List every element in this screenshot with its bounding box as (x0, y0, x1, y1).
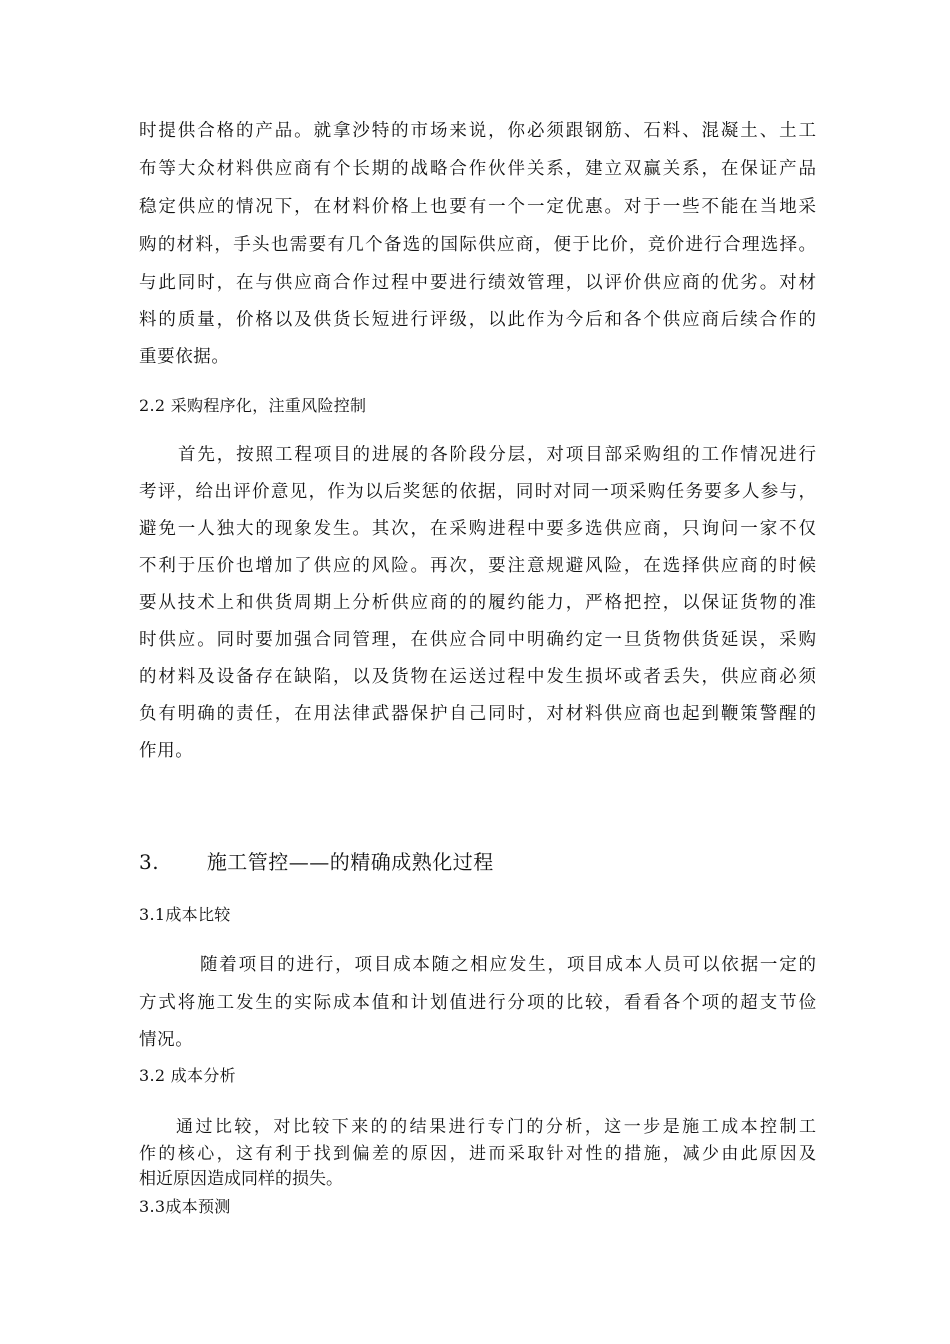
para2-line-5: 要从技术上和供货周期上分析供应商的的履约能力，严格把控，以保证货物的准 (139, 593, 816, 613)
section-3-number: 3. (139, 850, 160, 874)
para1-line-1: 时提供合格的产品。就拿沙特的市场来说，你必须跟钢筋、石料、混凝土、土工 (139, 121, 816, 141)
para3-line-1: 随着项目的进行，项目成本随之相应发生，项目成本人员可以依据一定的 (200, 955, 816, 975)
section-3-3-heading: 3.3成本预测 (139, 1197, 231, 1216)
para4-line-1: 通过比较，对比较下来的的结果进行专门的分析，这一步是施工成本控制工 (176, 1117, 816, 1137)
para1-line-7: 重要依据。 (139, 347, 230, 367)
para1-line-2: 布等大众材料供应商有个长期的战略合作伙伴关系，建立双赢关系，在保证产品 (139, 159, 816, 179)
para2-line-6: 时供应。同时要加强合同管理，在供应合同中明确约定一旦货物供货延误，采购 (139, 630, 816, 650)
para3-line-2: 方式将施工发生的实际成本值和计划值进行分项的比较，看看各个项的超支节俭 (139, 993, 816, 1013)
para1-line-6: 料的质量，价格以及供货长短进行评级，以此作为今后和各个供应商后续合作的 (139, 310, 816, 330)
section-3-title: 施工管控——的精确成熟化过程 (206, 850, 494, 874)
para1-line-3: 稳定供应的情况下，在材料价格上也要有一个一定优惠。对于一些不能在当地采 (139, 197, 816, 217)
para2-line-4: 不利于压价也增加了供应的风险。再次，要注意规避风险，在选择供应商的时候 (139, 556, 816, 576)
para1-line-5: 与此同时，在与供应商合作过程中要进行绩效管理，以评价供应商的优劣。对材 (139, 273, 816, 293)
para4-line-3: 相近原因造成同样的损失。 (139, 1169, 343, 1189)
para3-line-3: 情况。 (139, 1030, 194, 1050)
section-3-2-heading: 3.2 成本分析 (139, 1066, 236, 1085)
para2-line-7: 的材料及设备存在缺陷，以及货物在运送过程中发生损坏或者丢失，供应商必须 (139, 667, 816, 687)
section-2-2-heading: 2.2 采购程序化，注重风险控制 (139, 396, 367, 415)
para2-line-9: 作用。 (139, 741, 194, 761)
section-3-1-heading: 3.1成本比较 (139, 905, 231, 924)
para2-line-8: 负有明确的责任，在用法律武器保护自己同时，对材料供应商也起到鞭策警醒的 (139, 704, 816, 724)
para1-line-4: 购的材料，手头也需要有几个备选的国际供应商，便于比价，竞价进行合理选择。 (139, 235, 816, 255)
para2-line-3: 避免一人独大的现象发生。其次，在采购进程中要多选供应商，只询问一家不仅 (139, 519, 816, 539)
section-3-heading (139, 846, 494, 875)
para4-line-2: 作的核心，这有利于找到偏差的原因，进而采取针对性的措施，减少由此原因及 (139, 1144, 816, 1164)
para2-line-1: 首先，按照工程项目的进展的各阶段分层，对项目部采购组的工作情况进行 (178, 445, 816, 465)
para2-line-2: 考评，给出评价意见，作为以后奖惩的依据，同时对同一项采购任务要多人参与， (139, 482, 816, 502)
